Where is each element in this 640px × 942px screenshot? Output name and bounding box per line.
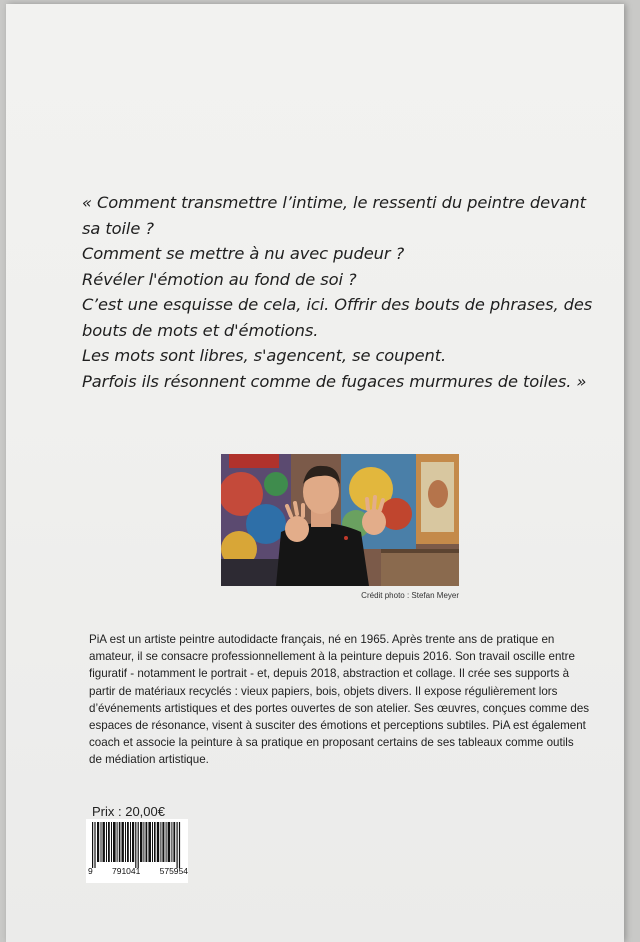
barcode-digits-right: 575954 [159, 866, 188, 876]
bio-line: coach et associe la peinture à sa pratique en proposant certains de ses tableaux comme outils [89, 736, 574, 750]
barcode-digit-first: 9 [88, 866, 93, 876]
barcode-bars [92, 822, 182, 868]
book-back-cover [6, 4, 624, 942]
bio-line: figuratif - notamment le portrait - et, depuis 2018, abstraction et collage. Il crée ses supports à [89, 667, 570, 681]
bio-line: partir de matériaux recyclés : vieux papiers, bois, objets divers. Il expose régulièrement lors [89, 684, 558, 698]
quote-line: bouts de mots et d'émotions. [82, 320, 319, 340]
bio-line: espaces de résonance, visent à susciter des émotions et perceptions subtiles. PiA est également [89, 719, 586, 733]
isbn-barcode [86, 819, 188, 883]
photo-credit: Crédit photo : Stefan Meyer [361, 591, 459, 600]
quote-line: Parfois ils résonnent comme de fugaces murmures de toiles. » [82, 371, 587, 391]
quote-line: sa toile ? [82, 218, 154, 238]
quote-line: « Comment transmettre l’intime, le ressenti du peintre devant [82, 193, 586, 212]
bio-line: d’événements artistiques et des portes ouvertes de son atelier. Ses œuvres, conçues comme des [89, 701, 590, 715]
quote-line: Les mots sont libres, s'agencent, se coupent. [82, 346, 447, 365]
barcode-digits-left: 791041 [111, 866, 141, 876]
bio-line: de médiation artistique. [89, 753, 209, 767]
quote-line: C’est une esquisse de cela, ici. Offrir des bouts de phrases, des [82, 295, 593, 314]
author-photo [221, 454, 459, 586]
author-bio [89, 631, 589, 769]
bio-line: PiA est un artiste peintre autodidacte français, né en 1965. Après trente ans de pratique en [89, 633, 555, 646]
quote-block [82, 190, 593, 394]
author-photo-illustration [221, 454, 459, 586]
barcode-digits [88, 866, 188, 876]
quote-line: Comment se mettre à nu avec pudeur ? [82, 244, 405, 263]
price-label: Prix : 20,00€ [92, 804, 165, 819]
bio-line: amateur, il se consacre professionnellement à la peinture depuis 2016. Son travail oscille entre [89, 650, 575, 664]
quote-line: Révéler l'émotion au fond de soi ? [82, 269, 357, 289]
